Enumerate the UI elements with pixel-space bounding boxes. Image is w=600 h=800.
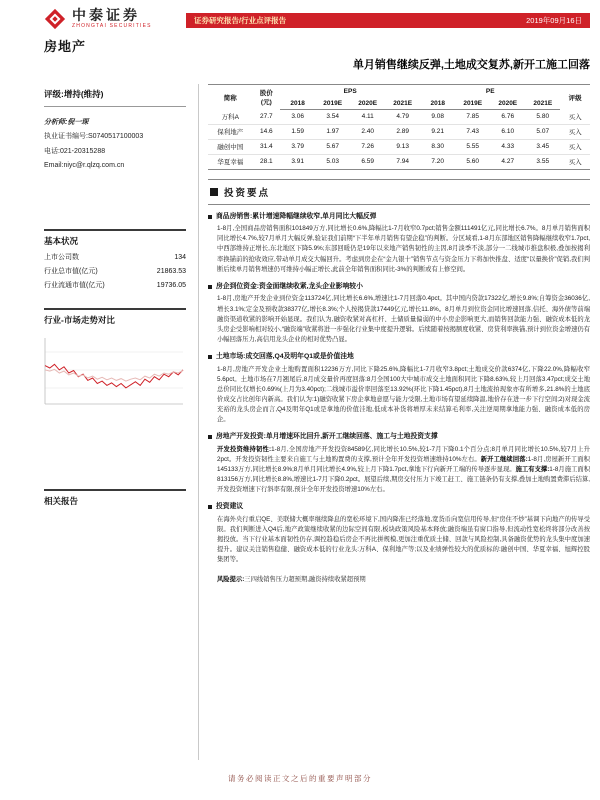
col-year: 2019E bbox=[455, 97, 490, 110]
brand-name-cn: 中泰证券 bbox=[72, 7, 140, 24]
table-cell: 4.33 bbox=[501, 143, 515, 150]
table-cell: 华夏幸福 bbox=[217, 159, 244, 166]
table-cell: 31.4 bbox=[260, 143, 273, 150]
sector-title: 房地产 bbox=[44, 39, 87, 54]
bullet-square-icon bbox=[208, 505, 212, 509]
col-name: 简称 bbox=[208, 85, 253, 110]
stat-label: 行业流通市值(亿元) bbox=[44, 281, 105, 289]
stat-row bbox=[44, 251, 186, 265]
table-cell: 3.91 bbox=[291, 158, 304, 165]
col-price: 股价 (元) bbox=[253, 85, 281, 110]
table-cell: 7.26 bbox=[361, 143, 374, 150]
table-cell: 14.6 bbox=[260, 128, 273, 135]
stat-row bbox=[44, 279, 186, 293]
bullet-square-icon bbox=[208, 285, 212, 289]
section-body: 1-8月,全国商品房销售面积101849万方,同比增长0.6%,降幅比1-7月收窄0.7pct;销售金额111491亿元,同比增长6.7%。8月单月销售面积同比增长4.7%,较7月单月大幅反弹,验证我们前期“下半年单月销售有望企稳”的判断。分区域看,1-8月东部地区销售降幅继续收窄1.7pct,中西部维持正增长,东北地区下降5.9%;东部回暖仍是19年以来地产销售韧性的主因,8月淡季不淡,部分一二线城市推盘积极,叠加按揭利率换锚前的抢收效应,带动单月成交大幅回升。考虑到房企在“金九银十”销售节点与资金压力下将加快推盘、适度“以量换价”促销,我们判断后续单月销售增速仍可维持小幅正增长,此前全年销售面积同比-3%的判断或有上修空间。 bbox=[217, 225, 590, 273]
table-row bbox=[208, 124, 590, 139]
col-year: 2018 bbox=[280, 97, 315, 110]
stat-value: 21863.53 bbox=[156, 268, 186, 276]
stock-table-body bbox=[208, 110, 590, 170]
brand-name-en: ZHONGTAI SECURITIES bbox=[72, 23, 152, 30]
stock-table bbox=[208, 84, 590, 170]
footer-disclaimer: 请务必阅读正文之后的重要声明部分 bbox=[228, 774, 372, 783]
col-rating: 评级 bbox=[560, 85, 590, 110]
section-body: 开发投资维持韧性:1-8月,全国房地产开发投资84589亿,同比增长10.5%,较1-7月下降0.1个百分点;8月单月同比增长10.5%,较7月上升2pct。开发投资韧性主要来自施工与土地购置费的支撑,预计全年开发投资增速维持10%左右。新开工继续回落:1-8月,房屋新开工面积145133万方,同比增长8.9%;8月单月同比增长4.9%,较上月下降1.7pct,拿地下行向新开工端的传导逐步显现。施工有支撑:1-8月施工面积813156万方,同比增长8.8%,增速比1-7月下降0.2pct。展望后续,期房交付压力下竣工赶工、施工链条仍有支撑,叠加土地购置费滞后结算,开发投资增速下行斜率有限,预计全年开发投资增速10%左右。 bbox=[217, 445, 590, 494]
col-year: 2020E bbox=[350, 97, 385, 110]
section-title: 房企到位资金:资金面继续收紧,龙头企业影响较小 bbox=[208, 283, 590, 292]
table-cell: 5.55 bbox=[466, 143, 480, 150]
col-year: 2021E bbox=[385, 97, 420, 110]
related-reports-heading: 相关报告 bbox=[44, 489, 186, 507]
col-year: 2019E bbox=[315, 97, 350, 110]
trend-heading: 行业-市场走势对比 bbox=[44, 308, 186, 326]
table-cell: 4.27 bbox=[501, 158, 515, 165]
col-pe-group: PE bbox=[420, 85, 560, 98]
bullet-square-icon bbox=[208, 215, 212, 219]
highlights-title: 投资要点 bbox=[224, 187, 271, 199]
report-type-label: 证券研究报告/行业点评报告 bbox=[194, 16, 287, 25]
analyst-phone: 电话:021-20315288 bbox=[44, 147, 106, 155]
col-year: 2020E bbox=[490, 97, 525, 110]
table-cell: 3.06 bbox=[291, 113, 304, 121]
basic-stats bbox=[44, 251, 186, 292]
table-cell: 8.30 bbox=[431, 143, 445, 150]
table-cell: 1.59 bbox=[291, 128, 304, 135]
table-cell: 买入 bbox=[568, 159, 582, 166]
col-year: 2021E bbox=[525, 97, 560, 110]
zhongtai-logo-icon bbox=[44, 8, 66, 30]
stat-value: 19736.05 bbox=[156, 281, 186, 289]
table-cell: 3.45 bbox=[536, 143, 550, 150]
section-title: 房地产开发投资:单月增速环比回升,新开工继续回落、施工与土地投资支撑 bbox=[208, 433, 590, 442]
table-cell: 买入 bbox=[568, 114, 582, 121]
table-cell: 9.08 bbox=[431, 113, 445, 121]
section-title: 商品房销售:累计增速降幅继续收窄,单月同比大幅反弹 bbox=[208, 213, 590, 222]
table-row bbox=[208, 110, 590, 125]
stat-label: 行业总市值(亿元) bbox=[44, 268, 98, 276]
table-cell: 5.67 bbox=[326, 143, 339, 150]
rating-label: 评级:增持(维持) bbox=[44, 88, 186, 107]
col-year: 2018 bbox=[420, 97, 455, 110]
sidebar bbox=[44, 88, 186, 507]
trend-chart bbox=[44, 334, 186, 411]
brand-text bbox=[72, 8, 152, 30]
table-cell: 9.21 bbox=[431, 128, 445, 135]
industry-line bbox=[45, 365, 183, 389]
section-body: 在海外央行重启QE、美联储大概率继续降息的宽松环境下,国内降准已经落地,宽货币向宽信用传导,但“房住不炒”基调下向地产的传导受限。我们判断进入Q4后,地产政策继续收紧的边际空间有限,板块政策风险基本释放;融资端虽有窗口指导,但流动性宽松终将部分改善按揭投放。当下行业基本面韧性仍存,调控趋稳后房企不再比拼规模,更加注重优质土储、回款与风险控制,具备融资优势的龙头集中度加速提升。建议关注销售稳健、融资成本低的行业龙头:万科A、保利地产等;以及业绩弹性较大的优质标的:融创中国、华夏幸福、旭辉控股集团等。 bbox=[217, 515, 590, 564]
table-row bbox=[208, 154, 590, 169]
table-cell: 9.13 bbox=[396, 143, 410, 150]
table-cell: 3.54 bbox=[326, 113, 339, 121]
table-row bbox=[208, 139, 590, 154]
section-square-icon bbox=[210, 188, 218, 196]
report-date: 2019年09月16日 bbox=[526, 16, 582, 25]
table-cell: 融创中国 bbox=[217, 144, 244, 151]
table-cell: 6.10 bbox=[501, 128, 515, 135]
report-type-banner bbox=[186, 13, 590, 28]
table-cell: 4.79 bbox=[396, 113, 410, 121]
table-cell: 5.03 bbox=[326, 158, 339, 165]
report-section bbox=[208, 433, 590, 495]
stat-value: 134 bbox=[174, 254, 186, 262]
main-column bbox=[198, 84, 590, 760]
table-cell: 1.97 bbox=[326, 128, 339, 135]
section-body: 1-8月,房地产开发企业到位资金113724亿,同比增长6.6%,增速比1-7月回落0.4pct。其中国内贷款17322亿,增长9.8%;自筹资金36036亿,增长3.1%;定金及预收款38377亿,增长8.3%;个人按揭贷款17449亿元,增长11.8%。8月单月到位资金同比增速回落,信托、海外债等前端融资渠道收紧的影响开始显现。我们认为,融资收紧对高杠杆、土储质量偏弱的中小房企影响更大,而销售回款能力强、融资成本低的龙头房企受影响相对较小,“融资端”收紧将进一步强化行业集中度提升逻辑。后续随着按揭额度收紧、房贷利率换锚,预计到位资金增速仍有小幅回落压力,高信用龙头企业的相对优势凸显。 bbox=[217, 295, 590, 343]
table-cell: 保利地产 bbox=[217, 129, 244, 136]
table-cell: 27.7 bbox=[260, 113, 273, 120]
table-cell: 3.79 bbox=[291, 143, 304, 150]
bullet-square-icon bbox=[208, 435, 212, 439]
table-cell: 5.07 bbox=[536, 128, 550, 135]
table-cell: 7.94 bbox=[396, 158, 410, 165]
table-cell: 5.60 bbox=[466, 158, 480, 165]
table-cell: 买入 bbox=[568, 144, 582, 151]
analyst-block bbox=[44, 116, 186, 173]
trend-chart-svg bbox=[44, 334, 184, 406]
table-cell: 28.1 bbox=[260, 158, 273, 165]
report-title: 单月销售继续反弹,土地成交复苏,新开工施工回落 bbox=[352, 59, 590, 71]
table-cell: 4.11 bbox=[361, 113, 374, 121]
report-section bbox=[208, 503, 590, 565]
basic-status-heading: 基本状况 bbox=[44, 229, 186, 247]
table-cell: 2.40 bbox=[361, 128, 374, 135]
stat-label: 上市公司数 bbox=[44, 254, 79, 262]
analyst-name: 分析师:倪一琛 bbox=[44, 119, 89, 126]
table-cell: 买入 bbox=[568, 129, 582, 136]
table-cell: 5.80 bbox=[536, 113, 550, 121]
highlights-band bbox=[208, 179, 590, 205]
table-cell: 2.89 bbox=[396, 128, 410, 135]
table-cell: 7.85 bbox=[466, 113, 480, 121]
table-cell: 6.76 bbox=[501, 113, 515, 121]
table-cell: 7.20 bbox=[431, 158, 445, 165]
col-eps-group: EPS bbox=[280, 85, 420, 98]
bullet-square-icon bbox=[208, 355, 212, 359]
analyst-cert: 执业证书编号:S0740517100003 bbox=[44, 133, 144, 141]
table-cell: 6.59 bbox=[361, 158, 374, 165]
market-line bbox=[45, 370, 183, 382]
section-body: 1-8月,房地产开发企业土地购置面积12236万方,同比下降25.6%,降幅比1-7月收窄3.8pct;土地成交价款6374亿,下降22.0%,降幅收窄5.6pct。土地市场在7月翘尾后,8月成交量价再度回落:8月全国100大中城市成交土地面积同比下降8.63%,较上月回落3.47pct;成交土地总价同比仅增长0.69%(上月为3.40pct);二线城市溢价率回落至13.92%(环比下降1.45pct),8月土地流拍现象亦有所增多,21.8%的土地底价成交占比创年内新高。我们认为:1)融资收紧下房企拿地意愿与能力受限,土地市场有望延续降温,地价存在进一步下行空间;2)对现金流充裕的龙头房企而言,Q4及明年Q1或是拿地的价值洼地,低成本补货将增厚未来结算毛利率,关注逆周期拿地能力强、融资成本低的房企。 bbox=[217, 365, 590, 423]
brand-block bbox=[44, 8, 152, 30]
risk-note: 风险提示:三四线销售压力超预期,融资持续收紧超预期 bbox=[217, 576, 366, 584]
report-section bbox=[208, 353, 590, 425]
table-cell: 7.43 bbox=[466, 128, 480, 135]
report-section bbox=[208, 283, 590, 345]
section-title: 土地市场:成交回落,Q4及明年Q1或是价值洼地 bbox=[208, 353, 590, 362]
analyst-email[interactable]: Email:niyc@r.qlzq.com.cn bbox=[44, 162, 125, 170]
report-section bbox=[208, 213, 590, 275]
table-cell: 3.55 bbox=[536, 158, 550, 165]
stock-table-header bbox=[208, 85, 590, 110]
stat-row bbox=[44, 265, 186, 279]
sections bbox=[208, 213, 590, 566]
table-cell: 万科A bbox=[221, 114, 239, 121]
section-title: 投资建议 bbox=[208, 503, 590, 512]
